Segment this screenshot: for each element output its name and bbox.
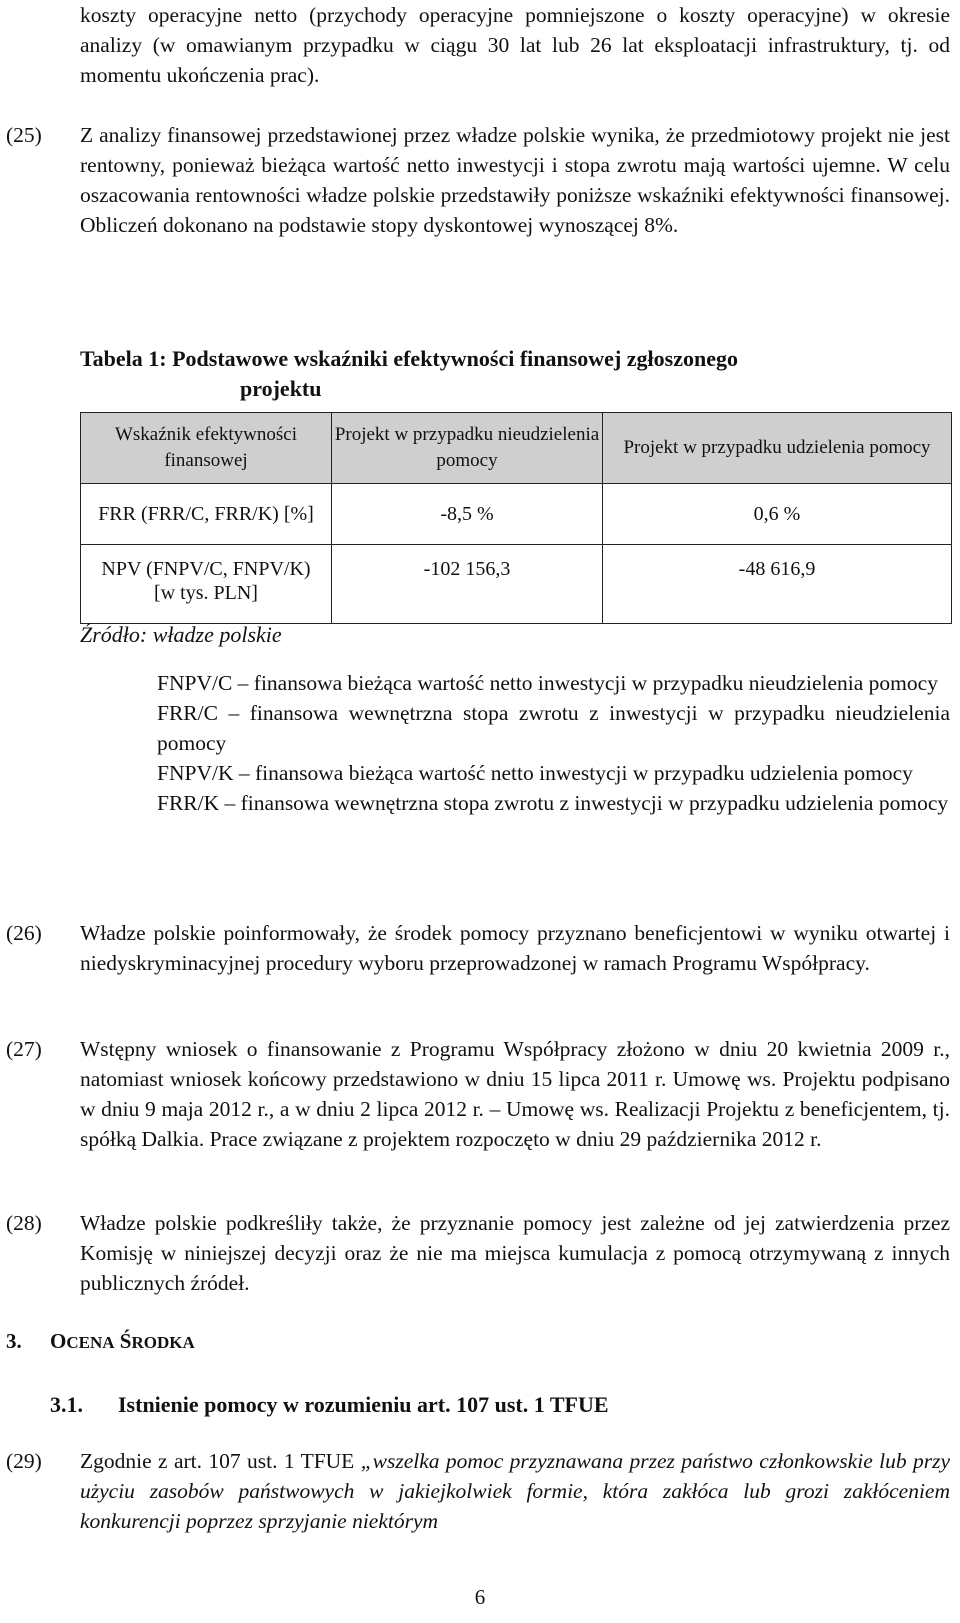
paragraph-number: (25): [6, 123, 42, 147]
table-row: [81, 484, 952, 545]
table-cell: FRR (FRR/C, FRR/K) [%]: [81, 484, 332, 545]
table-source: Źródło: władze polskie: [80, 622, 282, 647]
subsection-title: Istnienie pomocy w rozumieniu art. 107 ust. 1 TFUE: [118, 1392, 609, 1417]
header-cell: Projekt w przypadku udzielenia pomocy: [603, 413, 952, 484]
definition-item: FRR/C – finansowa wewnętrzna stopa zwrotu z inwestycji w przypadku nieudzielenia pomocy: [157, 701, 950, 755]
definition-item: FNPV/K – finansowa bieżąca wartość netto inwestycji w przypadku udzielenia pomocy: [157, 761, 913, 785]
paragraph-29: [80, 1446, 950, 1536]
header-cell: Projekt w przypadku nieudzielenia pomocy: [332, 413, 603, 484]
definition-item: FRR/K – finansowa wewnętrzna stopa zwrotu z inwestycji w przypadku udzielenia pomocy: [157, 791, 949, 815]
paragraph-number: (26): [6, 921, 42, 945]
section-title-initial: Ś: [119, 1329, 132, 1353]
table-caption-start: Tabela 1: Podstawowe wskaźniki efektywności finansowej zgłoszonego: [80, 346, 738, 371]
paragraph-number: (27): [6, 1037, 42, 1061]
definitions-list: [157, 668, 950, 818]
header-cell: Wskaźnik efektywności finansowej: [81, 413, 332, 484]
paragraph-26: Władze polskie poinformowały, że środek pomocy przyznano beneficjentowi w wyniku otwartej i niedyskryminacyjnej procedury wyboru przeprowadzonej w ramach Programu Współpracy.: [80, 921, 950, 975]
table-cell: NPV (FNPV/C, FNPV/K) [w tys. PLN]: [81, 545, 332, 624]
table-cell: -8,5 %: [332, 484, 603, 545]
table-cell: 0,6 %: [603, 484, 952, 545]
paragraph-28: Władze polskie podkreśliły także, że przyznanie pomocy jest zależne od jej zatwierdzenia przez Komisję w niniejszej decyzji oraz że nie ma miejsca kumulacja z pomocą otrzymywaną z innych publicznych źródeł.: [80, 1211, 950, 1295]
section-title: [50, 1326, 195, 1358]
paragraph-27: Wstępny wniosek o finansowanie z Programu Współpracy złożono w dniu 20 kwietnia 2009 r., natomiast wniosek końcowy przedstawiono w dniu 15 lipca 2011 r. Umowę ws. Projektu podpisano w dniu 9 maja 2012 r., a w dniu 2 lipca 2012 r. – Umowę ws. Realizacji Projektu z beneficjentem, tj. spółką Dalkia. Prace związane z projektem rozpoczęto w dniu 29 października 2012 r.: [80, 1037, 950, 1151]
paragraph-25: Z analizy finansowej przedstawionej przez władze polskie wynika, że przedmiotowy projekt nie jest rentowny, ponieważ bieżąca wartość netto inwestycji i stopa zwrotu mają wartości ujemne. W celu oszacowania rentowności władze polskie przedstawiły poniższe wskaźniki efektywności finansowej. Obliczeń dokonano na podstawie stopy dyskontowej wynoszącej 8%.: [80, 123, 950, 237]
financial-indicators-table: [80, 412, 952, 624]
paragraph-29-lead: Zgodnie z art. 107 ust. 1 TFUE: [80, 1449, 361, 1473]
paragraph-29-quote: „wszelka pomoc przyznawana przez państwo członkowskie lub przy użyciu zasobów państwowych w jakiejkolwiek formie, która zakłóca lub grozi zakłóceniem konkurencji poprzez sprzyjanie niektórym: [80, 1449, 950, 1533]
table-cell: -102 156,3: [332, 545, 603, 624]
subsection-number: 3.1.: [50, 1392, 83, 1417]
paragraph-number: (28): [6, 1211, 42, 1235]
section-number: 3.: [6, 1329, 22, 1353]
intro-paragraph: koszty operacyjne netto (przychody operacyjne pomniejszone o koszty operacyjne) w okresie analizy (w omawianym przypadku w ciągu 30 lat lub 26 lat eksploatacji infrastruktury, tj. od momentu ukończenia prac).: [80, 3, 950, 87]
table-header-row: [81, 413, 952, 484]
section-title-initial: O: [50, 1329, 67, 1353]
section-title-rest: RODKA: [131, 1333, 195, 1352]
section-title-rest: CENA: [66, 1333, 115, 1352]
table-caption-end: projektu: [240, 376, 322, 401]
paragraph-number: (29): [6, 1449, 42, 1473]
page-number: 6: [474, 1585, 486, 1609]
table-row: [81, 545, 952, 624]
table-caption: [80, 344, 950, 404]
definition-item: FNPV/C – finansowa bieżąca wartość netto inwestycji w przypadku nieudzielenia pomocy: [157, 671, 938, 695]
table-cell: -48 616,9: [603, 545, 952, 624]
